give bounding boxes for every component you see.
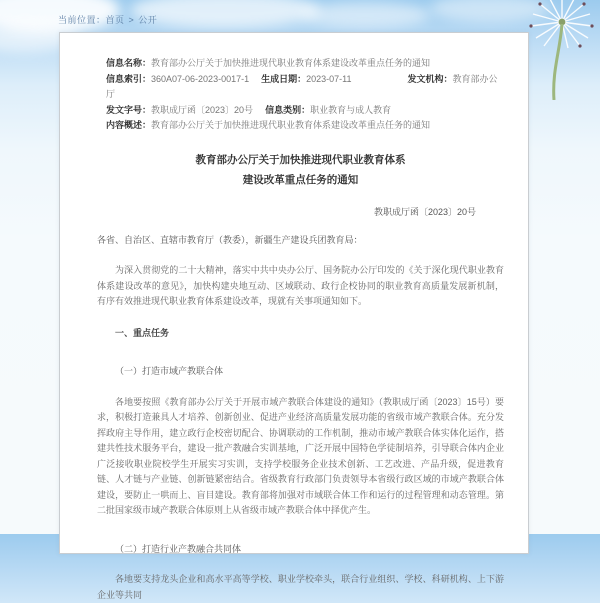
document-title-line1: 教育部办公厅关于加快推进现代职业教育体系 xyxy=(195,153,406,166)
breadcrumb-prefix: 当前位置： xyxy=(58,15,106,25)
summary-label: 内容概述： xyxy=(106,120,152,130)
item-2-heading: （二）打造行业产教融合共同体 xyxy=(115,543,242,554)
cloud-decoration xyxy=(130,0,320,28)
info-name-value: 教育部办公厅关于加快推进现代职业教育体系建设改革重点任务的通知 xyxy=(151,58,431,68)
meta-row-index xyxy=(106,72,504,103)
breadcrumb-home-link[interactable]: 首页 xyxy=(105,15,125,25)
cloud-decoration xyxy=(300,2,430,28)
issuing-agency-label: 发文机构： xyxy=(407,73,453,84)
item-1-paragraph: 各地要按照《教育部办公厅关于开展市域产教联合体建设的通知》（教职成厅函〔2023〕15号）要求，积极打造兼具人才培养、创新创业、促进产业经济高质量发展功能的省级市域产教联合体。充分发挥政府主导作用，建立政行企校密切配合、协调联动的工作机制，推动市域产教联合体实体化运作，搭建共性技术服务平台，建设一批产教融合实训基地，广泛开展中国特色学徒制培养，引导联合体内企业广泛接收职业院校学生开展实习实训，支持学校服务企业技术创新、工艺改进、产品升级，促进教育链、人才链与产业链、创新链紧密结合。省级教育行政部门负责领导本省级行政区域的市域产教联合体建设，要防止一哄而上、盲目建设。教育部将加强对市域联合体工作和运行的过程管理和动态管理。第二批国家级市域产教联合体原则上从省级市域产教联合体中择优产生。 xyxy=(97,396,504,515)
meta-row-summary xyxy=(106,118,504,134)
item-1-heading: （一）打造市域产教联合体 xyxy=(115,366,224,376)
item-2-paragraph: 各地要支持龙头企业和高水平高等学校、职业学校牵头，联合行业组织、学校、科研机构、上下游企业等共同 xyxy=(97,574,504,600)
create-date-label: 生成日期： xyxy=(261,73,307,84)
section-1-heading: 一、重点任务 xyxy=(115,327,170,338)
document-title-line2: 建设改革重点任务的通知 xyxy=(242,173,359,186)
create-date-value: 2023-07-11 xyxy=(306,73,352,84)
document-reference-number: 教职成厅函〔2023〕20号 xyxy=(373,206,476,217)
info-name-label: 信息名称： xyxy=(106,58,152,68)
info-index-label: 信息索引： xyxy=(106,73,152,84)
breadcrumb-separator: > xyxy=(128,15,135,25)
salutation: 各省、自治区、直辖市教育厅（教委），新疆生产建设兵团教育局： xyxy=(97,234,363,245)
info-index-value: 360A07-06-2023-0017-1 xyxy=(151,73,250,84)
info-meta-block xyxy=(106,56,504,134)
meta-row-docno xyxy=(106,103,504,119)
document-card xyxy=(59,32,529,600)
doc-number-value: 教职成厅函〔2023〕20号 xyxy=(151,104,254,115)
intro-paragraph: 为深入贯彻党的二十大精神，落实中共中央办公厅、国务院办公厅印发的《关于深化现代职业教育体系建设改革的意见》，加快构建央地互动、区域联动、政行企校协同的职业教育高质量发展新机制，有序有效推进现代职业教育体系建设改革，现就有关事项通知如下。 xyxy=(97,265,504,306)
info-category-label: 信息类别： xyxy=(265,104,311,115)
breadcrumb-current-link[interactable]: 公开 xyxy=(138,15,158,25)
document-content xyxy=(60,33,528,603)
issuing-agency-value: 教育部办公厅 xyxy=(106,73,498,99)
document-title xyxy=(97,150,504,190)
doc-number-label: 发文字号： xyxy=(106,104,152,115)
meta-row-name xyxy=(106,56,504,72)
info-category-value: 职业教育与成人教育 xyxy=(310,104,392,115)
summary-value: 教育部办公厅关于加快推进现代职业教育体系建设改革重点任务的通知 xyxy=(151,120,431,130)
breadcrumb xyxy=(58,13,157,26)
